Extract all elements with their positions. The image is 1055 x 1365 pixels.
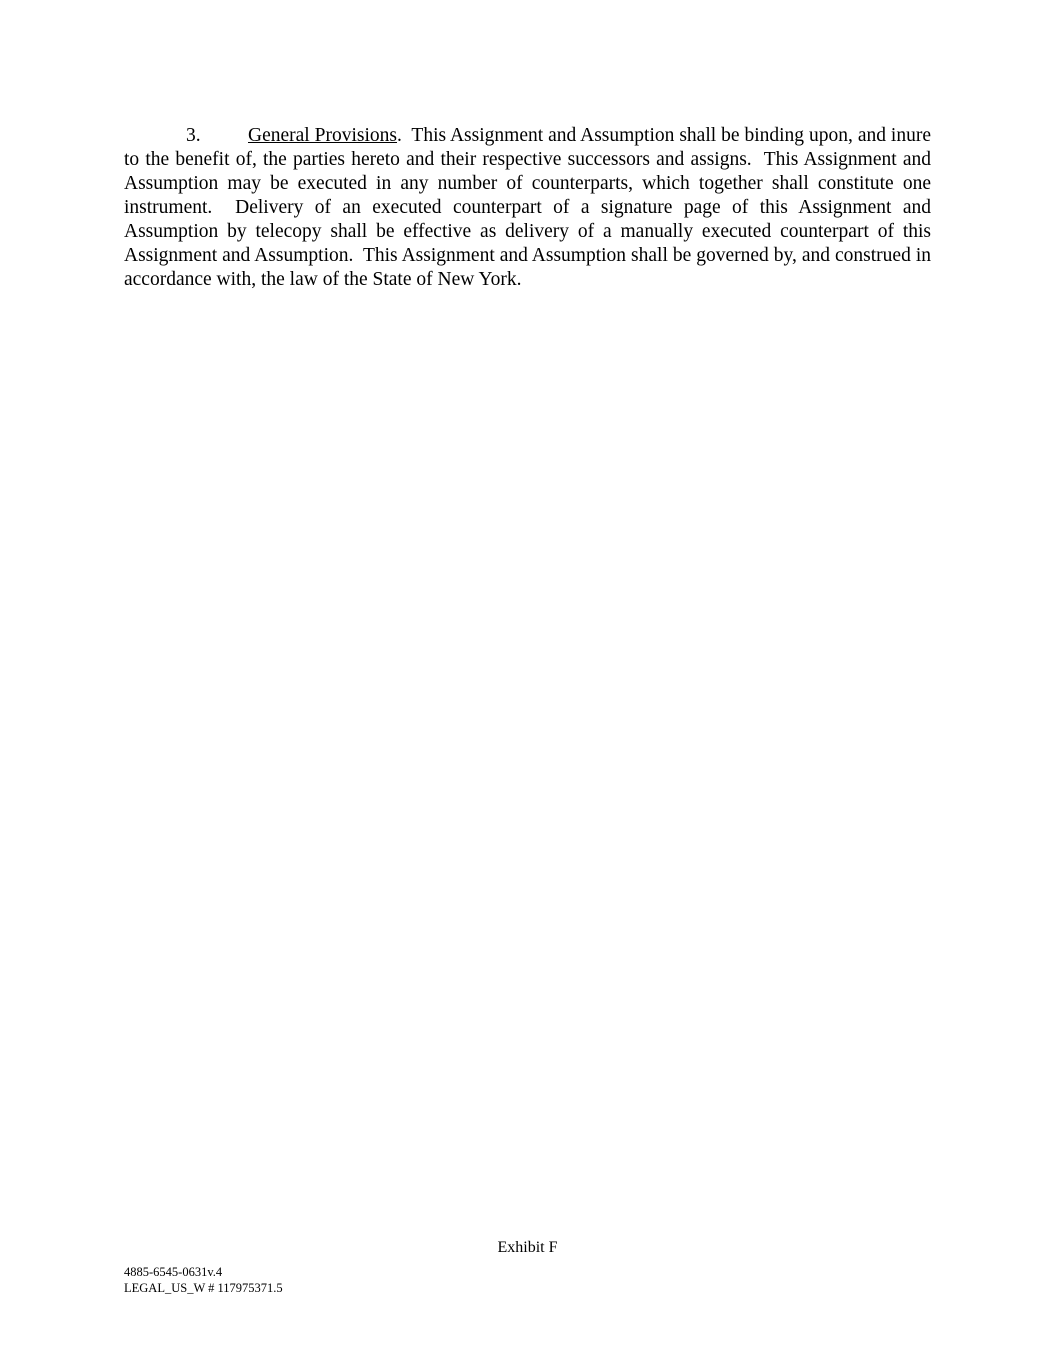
section-heading: General Provisions: [248, 125, 398, 146]
exhibit-label: Exhibit F: [497, 1239, 558, 1256]
section-heading-period: .: [397, 125, 402, 146]
document-identifiers: [124, 1264, 283, 1296]
document-id: 4885-6545-0631v.4: [124, 1265, 223, 1279]
general-provisions-section: [124, 124, 936, 292]
section-body: This Assignment and Assumption shall be binding upon, and inure to the benefit of, the parties hereto and their respective successors and assigns. This Assignment and Assumption may be executed in any number of counterparts, which together shall constitute one instrument. Delivery of an executed counterpart of a signature page of this Assignment and Assumption by telecopy shall be effective as delivery of a manually executed counterpart of this Assignment and Assumption. This Assignment and Assumption shall be governed by, and construed in accordance with, the law of the State of New York.: [124, 125, 936, 290]
section-number: 3.: [186, 125, 201, 146]
legal-id: LEGAL_US_W # 117975371.5: [124, 1281, 283, 1295]
